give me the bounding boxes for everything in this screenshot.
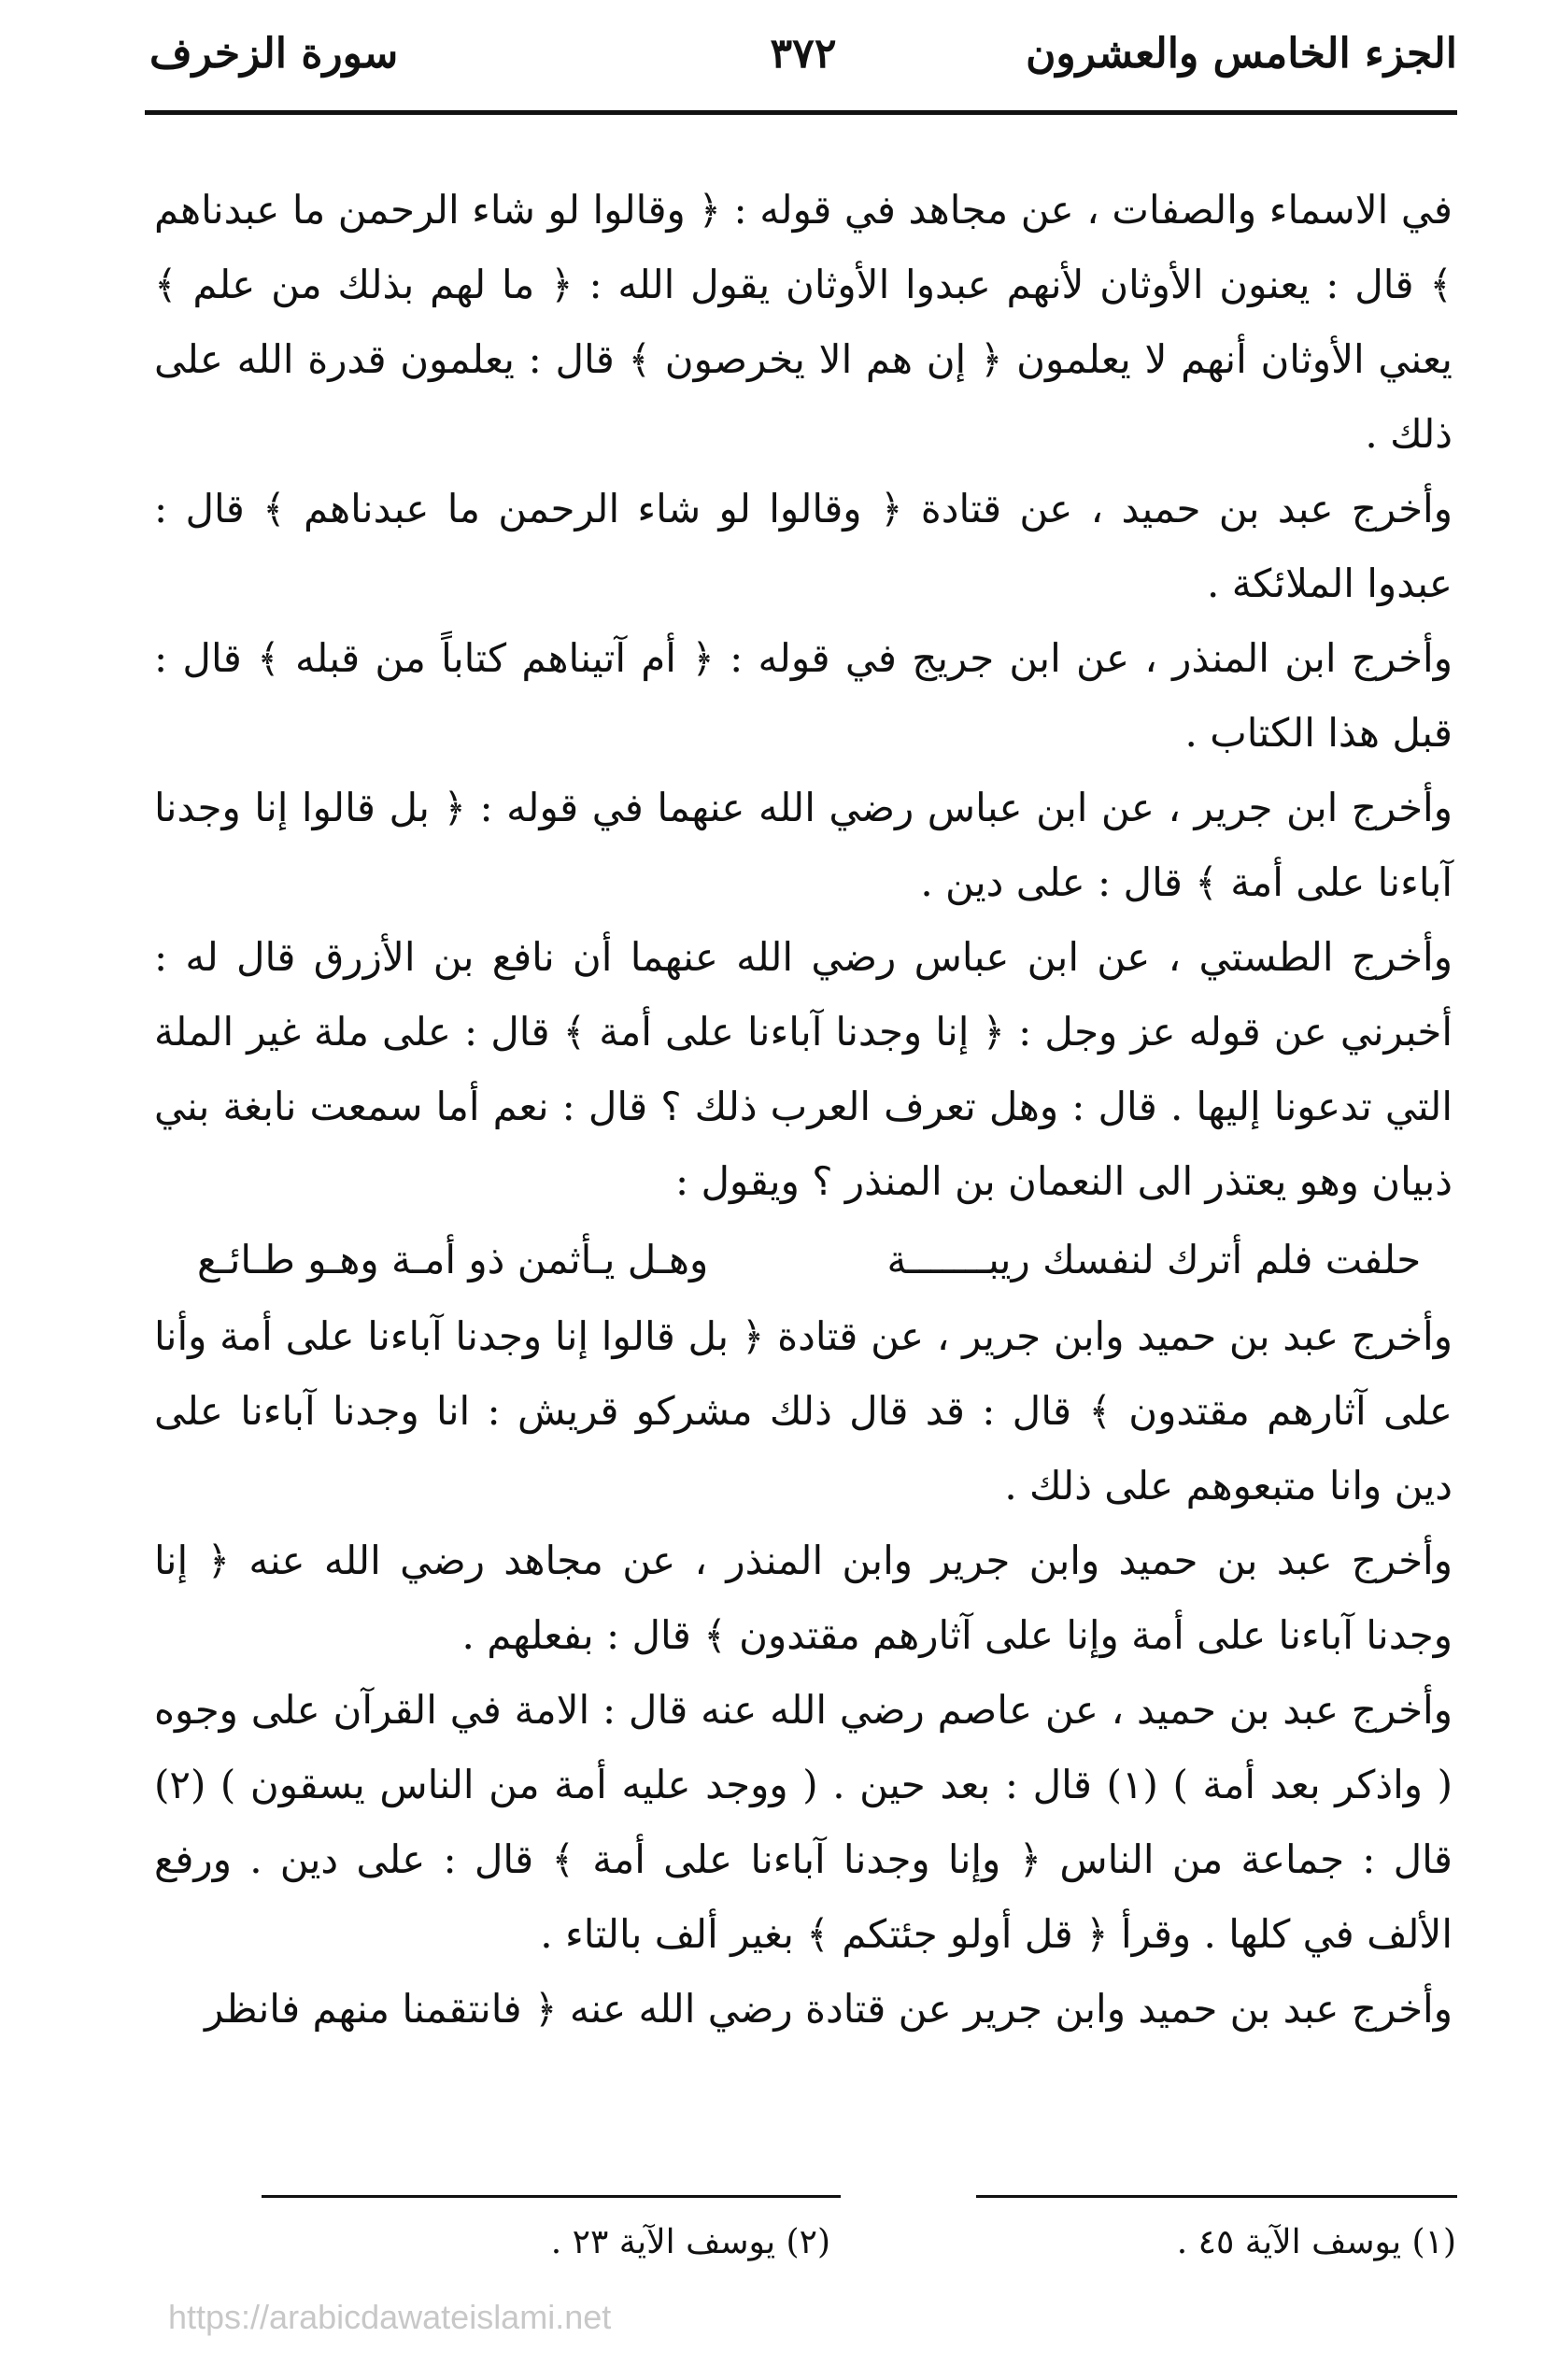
paragraph: وأخرج عبد بن حميد ، عن قتادة ﴿ وقالوا لو شاء الرحمن ما عبدناهم ﴾ قال : عبدوا الملائكة .	[154, 486, 1453, 606]
verse-second-hemistich: وهـل يـأثمن ذو أمـة وهـو طـائـع	[197, 1237, 709, 1282]
body-text	[154, 173, 1453, 2047]
poetry-verse	[154, 1223, 1453, 1297]
juz-title: الجزء الخامس والعشرون	[1026, 30, 1457, 78]
paragraph: وأخرج عبد بن حميد وابن جرير ، عن قتادة ﴿ بل قالوا إنا وجدنا آباءنا على أمة وأنا على آثارهم مقتدون ﴾ قال : قد قال ذلك مشركو قريش : انا وجدنا آباءنا على دين وانا متبعوهم على ذلك .	[154, 1313, 1453, 1509]
page-number: ٣٧٢	[770, 30, 837, 78]
paragraph: وأخرج الطستي ، عن ابن عباس رضي الله عنهما أن نافع بن الأزرق قال له : أخبرني عن قوله عز وجل : ﴿ إنا وجدنا آباءنا على أمة ﴾ قال : على ملة غير الملة التي تدعونا إليها . قال : وهل تعرف العرب ذلك ؟ قال : نعم أما سمعت نابغة بني ذبيان وهو يعتذر الى النعمان بن المنذر ؟ ويقول :	[154, 934, 1453, 1204]
footnote-rule	[976, 2195, 1457, 2198]
footnote-1: (١) يوسف الآية ٤٥ .	[1176, 2223, 1456, 2261]
paragraph: وأخرج ابن المنذر ، عن ابن جريج في قوله : ﴿ أم آتيناهم كتاباً من قبله ﴾ قال : قبل هذا الكتاب .	[154, 635, 1453, 756]
paragraph: وأخرج عبد بن حميد وابن جرير عن قتادة رضي الله عنه ﴿ فانتقمنا منهم فانظر	[204, 1986, 1453, 2032]
footnote-rule	[262, 2195, 841, 2198]
page-header	[149, 30, 1457, 105]
footnote-2: (٢) يوسف الآية ٢٣ .	[550, 2223, 830, 2261]
paragraph: وأخرج عبد بن حميد ، عن عاصم رضي الله عنه قال : الامة في القرآن على وجوه ( واذكر بعد أمة ) (١) قال : بعد حين . ( ووجد عليه أمة من الناس يسقون ) (٢) قال : جماعة من الناس ﴿ وإنا وجدنا آباءنا على أمة ﴾ قال : على دين . ورفع الألف في كلها . وقرأ ﴿ قل أولو جئتكم ﴾ بغير ألف بالتاء .	[154, 1687, 1453, 1957]
watermark-url: https://arabicdawateislami.net	[168, 2298, 612, 2336]
paragraph: وأخرج ابن جرير ، عن ابن عباس رضي الله عنهما في قوله : ﴿ بل قالوا إنا وجدنا آباءنا على أمة ﴾ قال : على دين .	[154, 785, 1453, 905]
surah-title: سورة الزخرف	[149, 30, 399, 78]
header-rule	[145, 110, 1457, 115]
paragraph: وأخرج عبد بن حميد وابن جرير وابن المنذر ، عن مجاهد رضي الله عنه ﴿ إنا وجدنا آباءنا على أمة وإنا على آثارهم مقتدون ﴾ قال : بفعلهم .	[154, 1537, 1453, 1658]
verse-first-hemistich: حلفت فلم أترك لنفسك ريبـــــــة	[886, 1237, 1422, 1282]
paragraph: في الاسماء والصفات ، عن مجاهد في قوله : ﴿ وقالوا لو شاء الرحمن ما عبدناهم ﴾ قال : يعنون الأوثان لأنهم عبدوا الأوثان يقول الله : ﴿ ما لهم بذلك من علم ﴾ يعني الأوثان أنهم لا يعلمون ﴿ إن هم الا يخرصون ﴾ قال : يعلمون قدرة الله على ذلك .	[154, 187, 1453, 457]
